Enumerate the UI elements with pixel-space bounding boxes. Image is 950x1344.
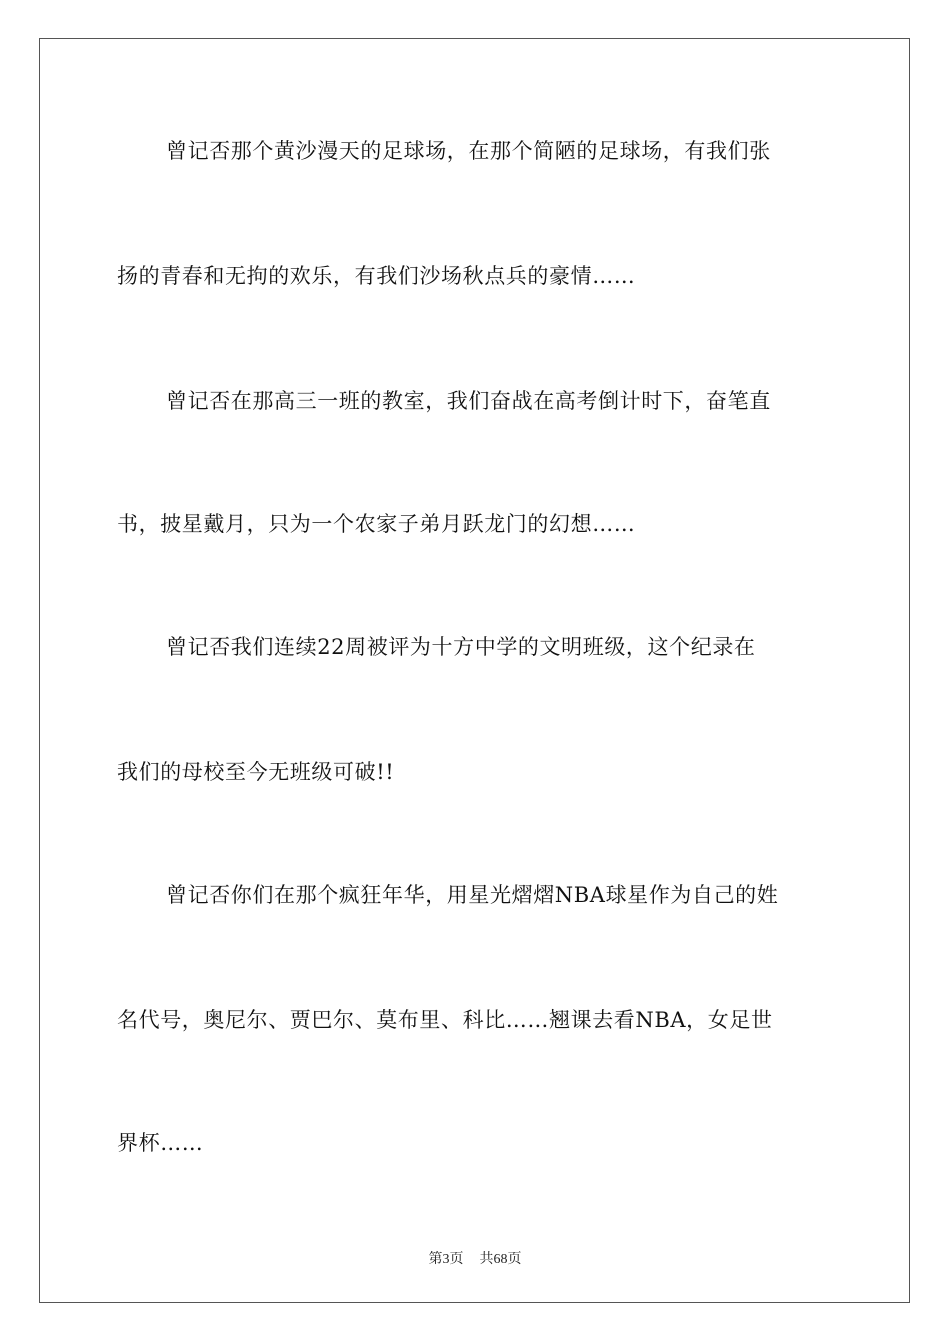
paragraph-1-line-2: 扬的青春和无拘的欢乐，有我们沙场秋点兵的豪情…… [117,264,636,288]
page-total: 共68页 [479,1252,522,1267]
paragraph-3-line-2: 我们的母校至今无班级可破!! [117,760,395,784]
paragraph-4-line-3: 界杯…… [117,1131,204,1155]
page-border [39,38,910,1303]
paragraph-4-line-1: 曾记否你们在那个疯狂年华，用星光熠熠NBA球星作为自己的姓 [166,883,779,907]
paragraph-2-line-1: 曾记否在那高三一班的教室，我们奋战在高考倒计时下，奋笔直 [166,389,771,413]
paragraph-2-line-2: 书，披星戴月，只为一个农家子弟月跃龙门的幻想…… [117,512,636,536]
page-footer [0,1248,950,1268]
paragraph-3-line-1: 曾记否我们连续22周被评为十方中学的文明班级，这个纪录在 [166,635,756,659]
paragraph-1-line-1: 曾记否那个黄沙漫天的足球场，在那个简陋的足球场，有我们张 [166,139,771,163]
paragraph-4-line-2: 名代号，奥尼尔、贾巴尔、莫布里、科比……翘课去看NBA，女足世 [117,1008,773,1032]
page-number: 第3页 [428,1252,464,1267]
